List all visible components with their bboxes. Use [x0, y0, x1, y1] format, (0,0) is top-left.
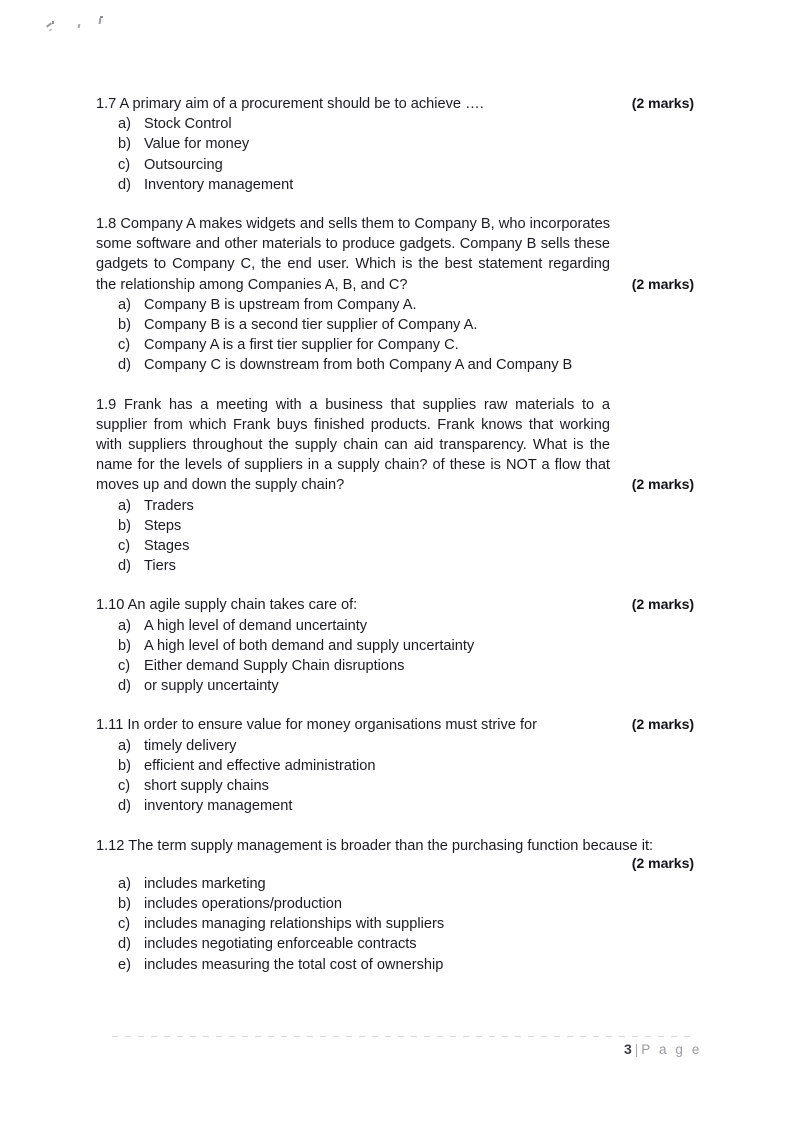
question-block: [96, 395, 706, 577]
scan-speck: [49, 28, 53, 31]
option-text: A high level of both demand and supply uncertainty: [144, 637, 475, 654]
marks-label: (2 marks): [631, 477, 694, 494]
question-statement: 1.8 Company A makes widgets and sells them to Company B, who incorporates some software and other materials to produce gadgets. Company B sells these gadgets to Company C, the end user. Which is the best statement regarding the relationship among Companies A, B, and C?: [96, 216, 610, 293]
option-item[interactable]: [96, 894, 706, 914]
question-statement: 1.9 Frank has a meeting with a business that supplies raw materials to a supplier from which Frank buys finished products. Frank knows that working with suppliers throughout the supply chain can aid transparency. What is the name for the levels of suppliers in a supply chain? of these is NOT a flow that moves up and down the supply chain?: [96, 396, 610, 494]
option-letter: d): [118, 798, 131, 815]
option-letter: d): [118, 558, 131, 575]
question-statement: 1.12 The term supply management is broader than the purchasing function because it:: [96, 837, 654, 854]
footer-page-word: P a g e: [641, 1042, 702, 1057]
option-list: [96, 295, 706, 376]
option-letter: d): [118, 176, 131, 193]
question-block: [96, 836, 706, 975]
option-letter: e): [118, 956, 131, 973]
question-block: [96, 595, 706, 696]
scan-speck: [78, 24, 81, 28]
option-text: Outsourcing: [144, 156, 223, 173]
option-letter: d): [118, 678, 131, 695]
footer-separator: |: [634, 1042, 639, 1057]
option-item[interactable]: [96, 736, 706, 756]
option-item[interactable]: [96, 516, 706, 536]
option-text: includes marketing: [144, 875, 266, 892]
question-statement: 1.7 A primary aim of a procurement should be to achieve ….: [96, 96, 484, 112]
question-text: [96, 595, 706, 615]
option-letter: b): [118, 757, 131, 774]
option-text: Either demand Supply Chain disruptions: [144, 658, 405, 675]
option-text: short supply chains: [144, 778, 269, 795]
marks-label: (2 marks): [631, 717, 694, 734]
question-list: [96, 94, 706, 994]
option-item[interactable]: [96, 295, 706, 315]
option-item[interactable]: [96, 536, 706, 556]
option-list: [96, 114, 706, 195]
option-text: Stock Control: [144, 116, 232, 133]
question-text: [96, 836, 706, 856]
question-block: [96, 715, 706, 816]
option-item[interactable]: [96, 874, 706, 894]
scan-speck: [52, 21, 54, 24]
option-letter: d): [118, 936, 131, 953]
option-letter: c): [118, 916, 131, 933]
option-text: includes managing relationships with suppliers: [144, 916, 445, 933]
option-letter: a): [118, 617, 131, 634]
option-text: or supply uncertainty: [144, 678, 279, 695]
option-text: includes negotiating enforceable contracts: [144, 936, 417, 953]
marks-label: (2 marks): [631, 597, 694, 614]
option-letter: b): [118, 317, 131, 334]
option-text: efficient and effective administration: [144, 757, 376, 774]
option-letter: a): [118, 497, 131, 514]
option-text: Company C is downstream from both Company A and Company B: [144, 357, 573, 374]
option-item[interactable]: [96, 616, 706, 636]
marks-label: (2 marks): [631, 276, 694, 293]
option-list: [96, 874, 706, 975]
footer-divider: [112, 1036, 692, 1037]
option-letter: c): [118, 658, 131, 675]
option-text: timely delivery: [144, 737, 237, 754]
option-letter: a): [118, 737, 131, 754]
option-text: Value for money: [144, 136, 250, 153]
option-text: Stages: [144, 538, 190, 555]
question-text: [96, 715, 706, 735]
option-letter: d): [118, 357, 131, 374]
option-letter: b): [118, 637, 131, 654]
option-letter: a): [118, 296, 131, 313]
option-text: Steps: [144, 517, 182, 534]
option-list: [96, 496, 706, 577]
option-item[interactable]: [96, 756, 706, 776]
marks-label: (2 marks): [631, 855, 694, 872]
scan-artifact-marks: [0, 0, 220, 70]
option-letter: a): [118, 875, 131, 892]
option-list: [96, 616, 706, 697]
footer-page-number: 3: [623, 1041, 632, 1057]
option-item[interactable]: [96, 955, 706, 975]
option-letter: c): [118, 538, 131, 555]
question-text: [96, 214, 706, 295]
option-item[interactable]: [96, 134, 706, 154]
option-letter: c): [118, 156, 131, 173]
question-statement: 1.10 An agile supply chain takes care of:: [96, 597, 358, 614]
option-text: inventory management: [144, 798, 293, 815]
question-block: [96, 94, 706, 195]
option-item[interactable]: [96, 796, 706, 816]
option-item[interactable]: [96, 636, 706, 656]
option-item[interactable]: [96, 556, 706, 576]
option-text: Company A is a first tier supplier for Company C.: [144, 337, 459, 354]
option-item[interactable]: [96, 656, 706, 676]
option-item[interactable]: [96, 776, 706, 796]
option-item[interactable]: [96, 934, 706, 954]
option-text: Inventory management: [144, 176, 294, 193]
question-statement: 1.11 In order to ensure value for money organisations must strive for: [96, 717, 538, 734]
option-item[interactable]: [96, 914, 706, 934]
question-text: [96, 395, 706, 496]
marks-label: (2 marks): [631, 96, 694, 112]
option-item[interactable]: [96, 315, 706, 335]
option-item[interactable]: [96, 114, 706, 134]
option-text: Company B is a second tier supplier of Company A.: [144, 317, 478, 334]
option-text: Tiers: [144, 558, 176, 575]
option-letter: c): [118, 778, 131, 795]
option-letter: a): [118, 116, 131, 133]
scan-speck: [46, 22, 52, 27]
option-item[interactable]: [96, 355, 706, 375]
option-text: includes operations/production: [144, 895, 342, 912]
option-item[interactable]: [96, 175, 706, 195]
scan-speck: [99, 18, 102, 24]
option-text: Traders: [144, 497, 194, 514]
option-item[interactable]: [96, 155, 706, 175]
page-footer: [624, 1041, 702, 1057]
option-item[interactable]: [96, 676, 706, 696]
option-letter: b): [118, 136, 131, 153]
question-text: [96, 94, 706, 114]
scan-speck: [100, 16, 103, 18]
option-text: includes measuring the total cost of ownership: [144, 956, 444, 973]
option-list: [96, 736, 706, 817]
option-letter: c): [118, 337, 131, 354]
question-block: [96, 214, 706, 376]
option-item[interactable]: [96, 496, 706, 516]
option-letter: b): [118, 895, 131, 912]
option-item[interactable]: [96, 335, 706, 355]
option-text: Company B is upstream from Company A.: [144, 296, 417, 313]
option-letter: b): [118, 517, 131, 534]
option-text: A high level of demand uncertainty: [144, 617, 368, 634]
